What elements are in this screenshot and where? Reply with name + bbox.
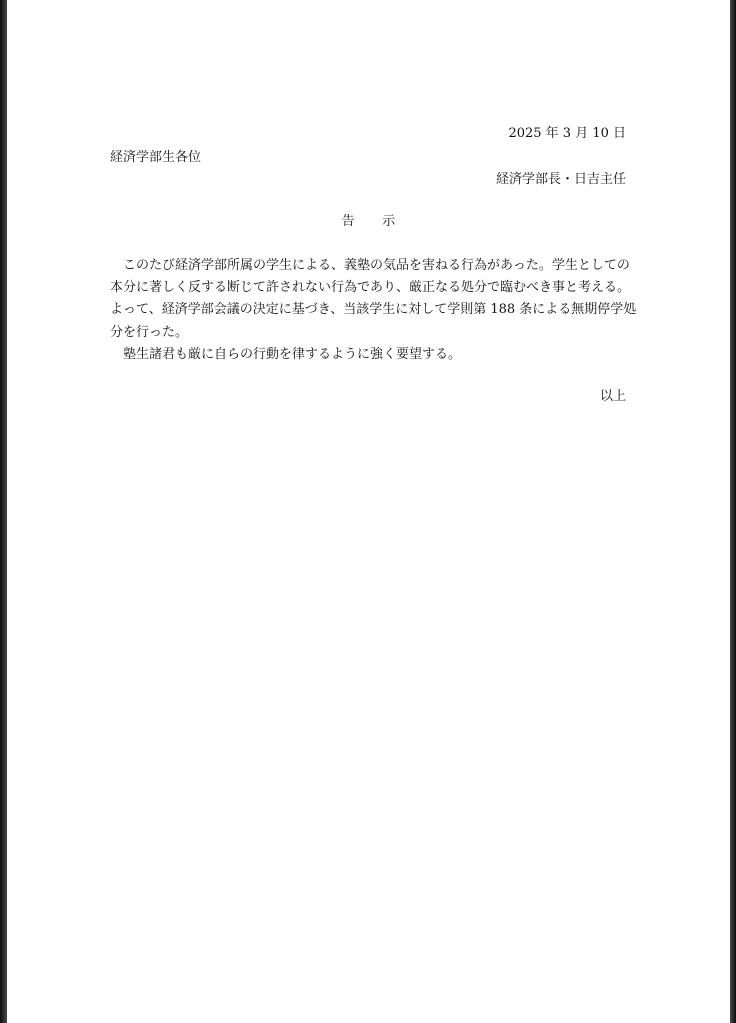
document-sender: 経済学部長・日吉主任 bbox=[495, 172, 626, 187]
body-line: 本分に著しく反する断じて許されない行為であり、厳正なる処分で臨むべき事と考える。 bbox=[110, 280, 631, 296]
body-line: 塾生諸君も厳に自らの行動を律するように強く要望する。 bbox=[110, 346, 462, 362]
document-date: 2025 年 3 月 10 日 bbox=[508, 126, 626, 141]
body-line: このたび経済学部所属の学生による、義塾の気品を害ねる行為があった。学生としての bbox=[110, 258, 630, 273]
document-body bbox=[110, 255, 637, 366]
page-right-shadow bbox=[730, 0, 736, 1023]
document-addressee: 経済学部生各位 bbox=[110, 150, 202, 165]
document-closing: 以上 bbox=[599, 389, 626, 404]
body-line: 分を行った。 bbox=[110, 324, 189, 340]
body-line: よって、経済学部会議の決定に基づき、当該学生に対して学則第 188 条による無期停学処 bbox=[110, 302, 637, 318]
document-title: 告 示 bbox=[341, 214, 407, 229]
page-left-shadow bbox=[0, 0, 7, 1023]
document-page bbox=[7, 0, 730, 1023]
